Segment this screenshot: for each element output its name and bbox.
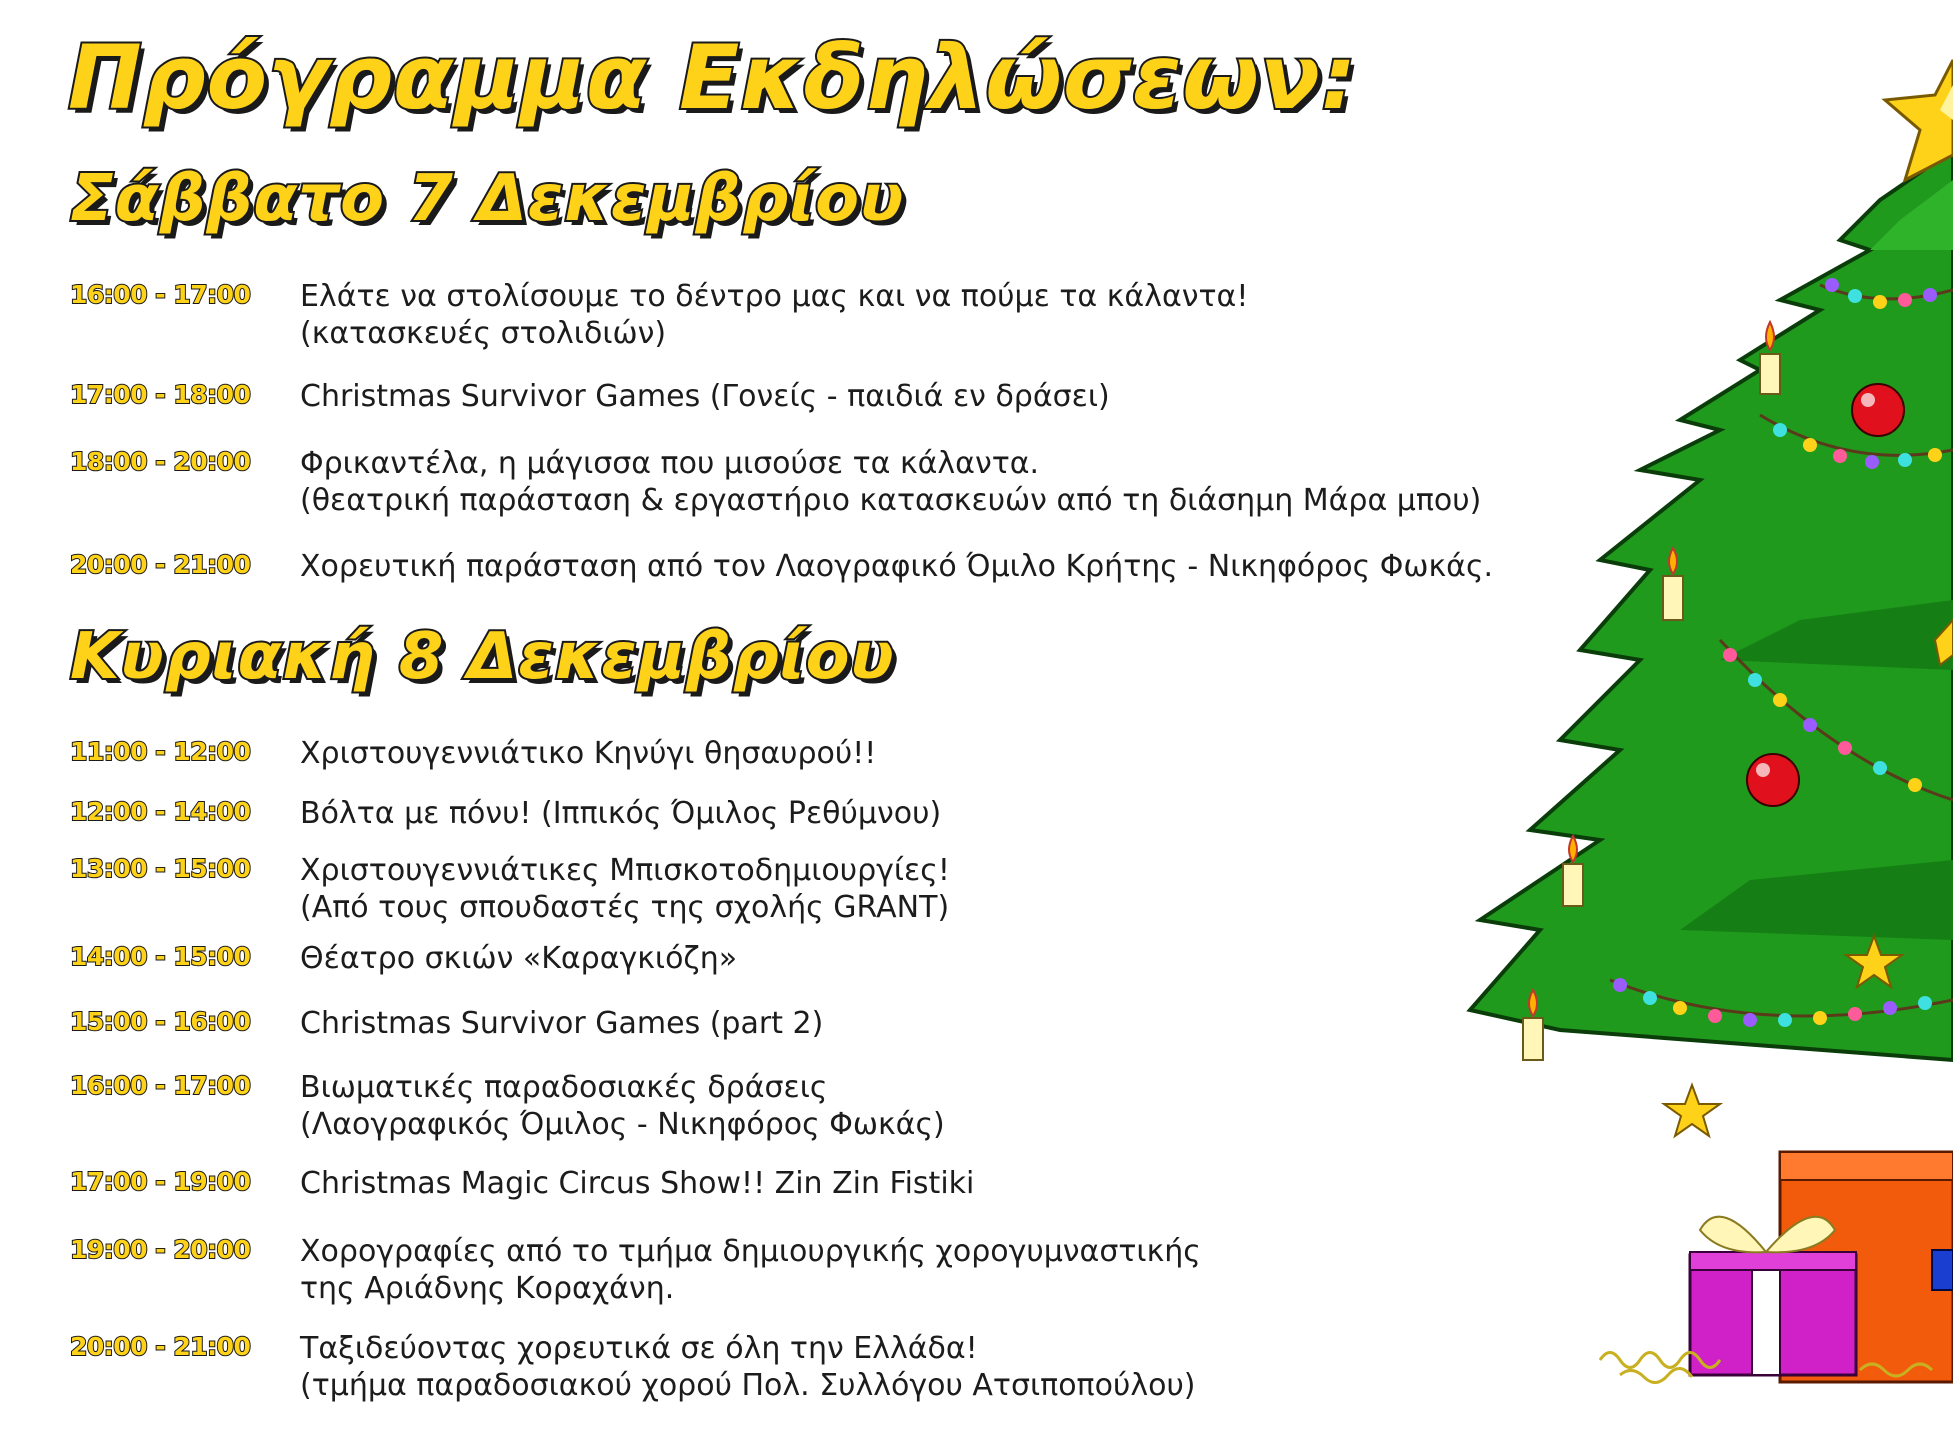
day-title-saturday: Σάββατο 7 Δεκεμβρίου	[70, 162, 905, 236]
tree-foliage	[1470, 150, 1953, 1060]
event-description-line: Χριστουγεννιάτικες Μπισκοτοδημιουργίες!	[300, 853, 950, 888]
event-description	[300, 445, 1481, 519]
tree-top-star	[1885, 60, 1953, 180]
event-time: 20:00 - 21:00	[70, 550, 251, 579]
event-time: 11:00 - 12:00	[70, 737, 251, 766]
event-description-line: Christmas Magic Circus Show!! Zin Zin Fistiki	[300, 1166, 975, 1201]
event-description-line: Ταξιδεύοντας χορευτικά σε όλη την Ελλάδα!	[300, 1331, 978, 1366]
event-description-line: Φρικαντέλα, η μάγισσα που μισούσε τα κάλαντα.	[300, 446, 1040, 481]
event-description	[300, 1165, 974, 1202]
event-description	[300, 795, 941, 832]
event-description	[300, 1330, 1196, 1404]
event-time: 14:00 - 15:00	[70, 942, 251, 971]
event-time: 19:00 - 20:00	[70, 1235, 251, 1264]
event-description	[300, 735, 876, 772]
small-present	[1932, 1250, 1953, 1290]
event-description-subline: (Λαογραφικός Όμιλος - Νικηφόρος Φωκάς)	[300, 1107, 945, 1142]
christmas-tree-illustration	[1440, 0, 1953, 1438]
day-title-sunday: Κυριακή 8 Δεκεμβρίου	[70, 620, 895, 694]
event-description-line: Βιωματικές παραδοσιακές δράσεις	[300, 1070, 828, 1105]
event-description-line: Χορογραφίες από το τμήμα δημιουργικής χορογυμναστικής	[300, 1234, 1201, 1269]
event-time: 12:00 - 14:00	[70, 797, 251, 826]
event-description-subline: (τμήμα παραδοσιακού χορού Πολ. Συλλόγου Ατσιποπούλου)	[300, 1368, 1196, 1403]
event-description	[300, 378, 1110, 415]
event-description-line: Χορευτική παράσταση από τον Λαογραφικό Όμιλο Κρήτης - Νικηφόρος Φωκάς.	[300, 549, 1494, 584]
event-description	[300, 852, 950, 926]
event-description-subline: της Αριάδνης Κοραχάνη.	[300, 1271, 675, 1306]
event-description-line: Θέατρο σκιών «Καραγκιόζη»	[300, 941, 738, 976]
event-description	[300, 940, 737, 977]
event-time: 13:00 - 15:00	[70, 854, 251, 883]
event-time: 16:00 - 17:00	[70, 1071, 251, 1100]
event-description-line: Ελάτε να στολίσουμε το δέντρο μας και να πούμε τα κάλαντα!	[300, 279, 1249, 314]
event-description	[300, 1005, 823, 1042]
event-time: 18:00 - 20:00	[70, 447, 251, 476]
event-description-line: Βόλτα με πόνυ! (Ιππικός Όμιλος Ρεθύμνου)	[300, 796, 942, 831]
event-description-line: Christmas Survivor Games (part 2)	[300, 1006, 824, 1041]
event-description-line: Χριστουγεννιάτικο Κηνύγι θησαυρού!!	[300, 736, 877, 771]
event-time: 17:00 - 18:00	[70, 380, 251, 409]
event-description	[300, 278, 1248, 352]
event-description-subline: (θεατρική παράσταση & εργαστήριο κατασκευών από τη διάσημη Μάρα μπου)	[300, 483, 1482, 518]
event-description-subline: (Από τους σπουδαστές της σχολής GRANT)	[300, 890, 950, 925]
event-time: 17:00 - 19:00	[70, 1167, 251, 1196]
event-time: 16:00 - 17:00	[70, 280, 251, 309]
event-time: 15:00 - 16:00	[70, 1007, 251, 1036]
event-description-line: Christmas Survivor Games (Γονείς - παιδιά εν δράσει)	[300, 379, 1110, 414]
program-title: Πρόγραμμα Εκδηλώσεων:	[68, 26, 1358, 129]
event-description-subline: (κατασκευές στολιδιών)	[300, 316, 667, 351]
event-time: 20:00 - 21:00	[70, 1332, 251, 1361]
event-description	[300, 1069, 945, 1143]
event-description	[300, 548, 1493, 585]
event-description	[300, 1233, 1201, 1307]
